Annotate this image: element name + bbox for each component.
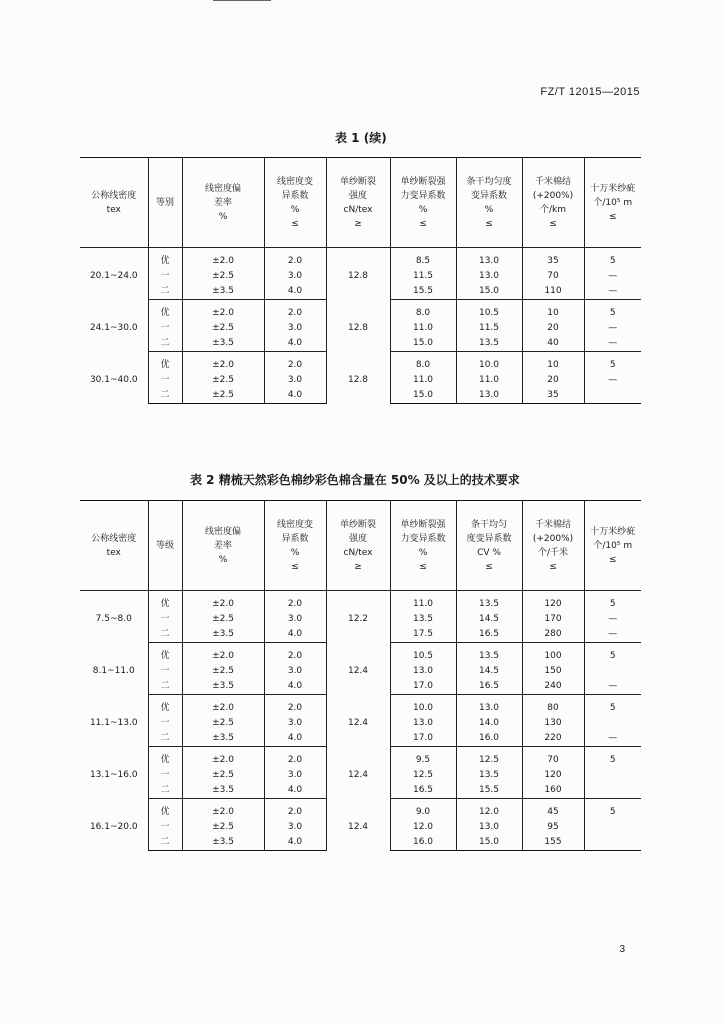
header-text: 千米棉结 xyxy=(534,176,571,187)
yarn-faults-cell: — xyxy=(584,269,641,284)
grade-cell: 二 xyxy=(148,388,182,404)
header-text: % xyxy=(218,211,228,222)
table1-col-header xyxy=(390,158,456,248)
density-deviation-cell: ±3.5 xyxy=(182,284,264,300)
density-cv-cell: 3.0 xyxy=(264,269,326,284)
density-cv-cell: 4.0 xyxy=(264,388,326,404)
table1-col-header xyxy=(148,158,182,248)
density-deviation-cell: ±2.0 xyxy=(182,799,264,821)
grade-cell: 二 xyxy=(148,627,182,643)
table1-col-header xyxy=(456,158,522,248)
header-text: 条干均匀度 xyxy=(466,176,512,187)
header-text: tex xyxy=(106,547,121,558)
evenness-cv-cell: 13.5 xyxy=(456,336,522,352)
table-row xyxy=(80,747,641,769)
header-text: 单纱断裂强 xyxy=(400,176,446,187)
page-number: 3 xyxy=(619,944,625,955)
table1-caption: 表 1 (续) xyxy=(335,131,387,145)
grade-cell: 优 xyxy=(148,248,182,270)
neps-cell: 80 xyxy=(522,695,584,717)
table-row xyxy=(80,248,641,270)
density-cv-cell: 3.0 xyxy=(264,373,326,388)
header-text: 线密度变 xyxy=(276,176,313,187)
table1-col-header xyxy=(182,158,264,248)
strength-cv-cell: 16.5 xyxy=(390,783,456,799)
density-deviation-cell: ±2.0 xyxy=(182,695,264,717)
yarn-faults-cell: 5 xyxy=(584,643,641,665)
strength-cv-cell: 13.5 xyxy=(390,612,456,627)
density-cv-cell: 3.0 xyxy=(264,716,326,731)
yarn-faults-cell: 5 xyxy=(584,300,641,322)
density-cv-cell: 2.0 xyxy=(264,695,326,717)
table1 xyxy=(80,157,641,404)
strength-cv-cell: 13.0 xyxy=(390,716,456,731)
grade-cell: 优 xyxy=(148,591,182,613)
table2-col-header xyxy=(390,501,456,591)
density-deviation-cell: ±2.5 xyxy=(182,388,264,404)
table2-caption: 表 2 精梳天然彩色棉纱彩色棉含量在 50% 及以上的技术要求 xyxy=(190,473,520,487)
density-cv-cell: 3.0 xyxy=(264,612,326,627)
header-text: ≤ xyxy=(549,561,557,572)
evenness-cv-cell: 13.5 xyxy=(456,768,522,783)
grade-cell: 一 xyxy=(148,664,182,679)
neps-cell: 40 xyxy=(522,336,584,352)
density-deviation-cell: ±2.5 xyxy=(182,373,264,388)
neps-cell: 45 xyxy=(522,799,584,821)
header-text: 度变异系数 xyxy=(466,533,512,544)
header-text: 力变异系数 xyxy=(400,533,446,544)
header-text: 单纱断裂 xyxy=(339,519,376,530)
neps-cell: 150 xyxy=(522,664,584,679)
grade-cell: 优 xyxy=(148,695,182,717)
neps-cell: 120 xyxy=(522,768,584,783)
linear-density-range: 11.1~13.0 xyxy=(80,695,148,747)
grade-cell: 二 xyxy=(148,284,182,300)
header-text: ≤ xyxy=(608,211,617,222)
density-deviation-cell: ±2.5 xyxy=(182,269,264,284)
strength-cv-cell: 12.5 xyxy=(390,768,456,783)
header-text: % xyxy=(418,547,428,558)
header-text: 变异系数 xyxy=(470,190,507,201)
header-text: ≤ xyxy=(419,561,427,572)
header-text: 个/10⁵ m xyxy=(593,540,633,551)
table-row xyxy=(80,352,641,374)
table1-col-header xyxy=(584,158,641,248)
density-cv-cell: 2.0 xyxy=(264,352,326,374)
yarn-faults-cell xyxy=(584,783,641,799)
breaking-strength-cell: 12.8 xyxy=(326,352,390,404)
neps-cell: 130 xyxy=(522,716,584,731)
density-deviation-cell: ±2.0 xyxy=(182,352,264,374)
density-deviation-cell: ±2.5 xyxy=(182,664,264,679)
evenness-cv-cell: 13.5 xyxy=(456,591,522,613)
linear-density-range: 16.1~20.0 xyxy=(80,799,148,851)
table-row xyxy=(80,643,641,665)
table2 xyxy=(80,500,641,851)
strength-cv-cell: 13.0 xyxy=(390,664,456,679)
header-text: ≤ xyxy=(291,561,299,572)
header-text: % xyxy=(418,204,428,215)
neps-cell: 10 xyxy=(522,300,584,322)
yarn-faults-cell: 5 xyxy=(584,248,641,270)
evenness-cv-cell: 12.0 xyxy=(456,799,522,821)
evenness-cv-cell: 12.5 xyxy=(456,747,522,769)
grade-cell: 二 xyxy=(148,731,182,747)
table2-col-header xyxy=(584,501,641,591)
evenness-cv-cell: 15.0 xyxy=(456,835,522,851)
density-deviation-cell: ±2.0 xyxy=(182,591,264,613)
linear-density-range: 8.1~11.0 xyxy=(80,643,148,695)
neps-cell: 35 xyxy=(522,388,584,404)
grade-cell: 优 xyxy=(148,352,182,374)
header-text: ≤ xyxy=(419,218,427,229)
neps-cell: 240 xyxy=(522,679,584,695)
header-text: ≤ xyxy=(291,218,299,229)
strength-cv-cell: 12.0 xyxy=(390,820,456,835)
yarn-faults-cell xyxy=(584,768,641,783)
neps-cell: 170 xyxy=(522,612,584,627)
neps-cell: 120 xyxy=(522,591,584,613)
density-cv-cell: 3.0 xyxy=(264,664,326,679)
neps-cell: 220 xyxy=(522,731,584,747)
table1-col-header xyxy=(522,158,584,248)
table-row xyxy=(80,591,641,613)
table1-col-header xyxy=(264,158,326,248)
neps-cell: 280 xyxy=(522,627,584,643)
header-text: ≥ xyxy=(354,218,362,229)
evenness-cv-cell: 10.5 xyxy=(456,300,522,322)
yarn-faults-cell: — xyxy=(584,336,641,352)
strength-cv-cell: 17.5 xyxy=(390,627,456,643)
grade-cell: 二 xyxy=(148,783,182,799)
density-deviation-cell: ±3.5 xyxy=(182,336,264,352)
neps-cell: 95 xyxy=(522,820,584,835)
strength-cv-cell: 9.5 xyxy=(390,747,456,769)
header-text: 公称线密度 xyxy=(91,190,137,201)
breaking-strength-cell: 12.4 xyxy=(326,747,390,799)
density-deviation-cell: ±2.5 xyxy=(182,321,264,336)
header-text: 线密度变 xyxy=(276,519,313,530)
yarn-faults-cell: 5 xyxy=(584,799,641,821)
yarn-faults-cell: 5 xyxy=(584,695,641,717)
breaking-strength-cell: 12.4 xyxy=(326,799,390,851)
grade-cell: 优 xyxy=(148,643,182,665)
yarn-faults-cell: — xyxy=(584,373,641,388)
density-cv-cell: 4.0 xyxy=(264,627,326,643)
header-text: 强度 xyxy=(348,190,367,201)
header-text: cN/tex xyxy=(343,547,373,558)
breaking-strength-cell: 12.8 xyxy=(326,248,390,300)
grade-cell: 优 xyxy=(148,799,182,821)
yarn-faults-cell: — xyxy=(584,284,641,300)
grade-cell: 二 xyxy=(148,835,182,851)
density-cv-cell: 2.0 xyxy=(264,591,326,613)
yarn-faults-cell: 5 xyxy=(584,352,641,374)
table2-col-header xyxy=(264,501,326,591)
neps-cell: 70 xyxy=(522,747,584,769)
strength-cv-cell: 15.0 xyxy=(390,336,456,352)
table-row xyxy=(80,695,641,717)
grade-cell: 一 xyxy=(148,373,182,388)
neps-cell: 160 xyxy=(522,783,584,799)
table1-col-header xyxy=(326,158,390,248)
strength-cv-cell: 9.0 xyxy=(390,799,456,821)
density-deviation-cell: ±2.0 xyxy=(182,248,264,270)
yarn-faults-cell: 5 xyxy=(584,747,641,769)
density-cv-cell: 4.0 xyxy=(264,284,326,300)
neps-cell: 155 xyxy=(522,835,584,851)
density-cv-cell: 2.0 xyxy=(264,300,326,322)
header-text: ≤ xyxy=(549,218,557,229)
density-deviation-cell: ±3.5 xyxy=(182,835,264,851)
density-cv-cell: 2.0 xyxy=(264,643,326,665)
strength-cv-cell: 16.0 xyxy=(390,835,456,851)
linear-density-range: 24.1~30.0 xyxy=(80,300,148,352)
evenness-cv-cell: 16.5 xyxy=(456,627,522,643)
header-text: 线密度偏 xyxy=(204,183,241,194)
strength-cv-cell: 8.5 xyxy=(390,248,456,270)
header-text: 千米棉结 xyxy=(534,519,571,530)
evenness-cv-cell: 13.0 xyxy=(456,269,522,284)
evenness-cv-cell: 13.0 xyxy=(456,388,522,404)
yarn-faults-cell: — xyxy=(584,627,641,643)
yarn-faults-cell xyxy=(584,835,641,851)
header-text: 十万米纱疵 xyxy=(590,183,636,194)
density-cv-cell: 3.0 xyxy=(264,768,326,783)
yarn-faults-cell xyxy=(584,388,641,404)
strength-cv-cell: 11.0 xyxy=(390,591,456,613)
breaking-strength-cell: 12.4 xyxy=(326,643,390,695)
yarn-faults-cell: — xyxy=(584,612,641,627)
header-text: 单纱断裂 xyxy=(339,176,376,187)
grade-cell: 优 xyxy=(148,300,182,322)
density-cv-cell: 3.0 xyxy=(264,820,326,835)
density-cv-cell: 3.0 xyxy=(264,321,326,336)
strength-cv-cell: 10.0 xyxy=(390,695,456,717)
table-row xyxy=(80,300,641,322)
header-text: 条干均匀 xyxy=(470,519,507,530)
yarn-faults-cell xyxy=(584,664,641,679)
evenness-cv-cell: 15.5 xyxy=(456,783,522,799)
neps-cell: 100 xyxy=(522,643,584,665)
density-cv-cell: 4.0 xyxy=(264,336,326,352)
strength-cv-cell: 10.5 xyxy=(390,643,456,665)
table-row xyxy=(80,799,641,821)
evenness-cv-cell: 13.0 xyxy=(456,820,522,835)
table2-col-header xyxy=(522,501,584,591)
grade-cell: 一 xyxy=(148,768,182,783)
breaking-strength-cell: 12.4 xyxy=(326,695,390,747)
strength-cv-cell: 8.0 xyxy=(390,300,456,322)
breaking-strength-cell: 12.8 xyxy=(326,300,390,352)
grade-cell: 一 xyxy=(148,820,182,835)
table2-header-row xyxy=(80,501,641,591)
header-text: 个/10⁵ m xyxy=(593,197,633,208)
header-text: 十万米纱疵 xyxy=(590,526,636,537)
header-text: ≥ xyxy=(354,561,362,572)
neps-cell: 20 xyxy=(522,321,584,336)
table2-col-header xyxy=(456,501,522,591)
header-text: 线密度偏 xyxy=(204,526,241,537)
header-text: 等级 xyxy=(155,540,174,551)
table2-col-header xyxy=(80,501,148,591)
header-text: ≤ xyxy=(485,218,493,229)
grade-cell: 一 xyxy=(148,716,182,731)
density-deviation-cell: ±2.0 xyxy=(182,300,264,322)
density-deviation-cell: ±2.5 xyxy=(182,768,264,783)
table1-header-row xyxy=(80,158,641,248)
header-text: 单纱断裂强 xyxy=(400,519,446,530)
density-deviation-cell: ±2.0 xyxy=(182,643,264,665)
header-text: 力变异系数 xyxy=(400,190,446,201)
header-text: 个/km xyxy=(539,204,566,215)
grade-cell: 一 xyxy=(148,269,182,284)
density-deviation-cell: ±3.5 xyxy=(182,627,264,643)
evenness-cv-cell: 16.5 xyxy=(456,679,522,695)
density-deviation-cell: ±2.5 xyxy=(182,820,264,835)
evenness-cv-cell: 11.0 xyxy=(456,373,522,388)
header-text: 等别 xyxy=(155,197,174,208)
table1-col-header xyxy=(80,158,148,248)
header-text: 强度 xyxy=(348,533,367,544)
evenness-cv-cell: 13.0 xyxy=(456,248,522,270)
strength-cv-cell: 15.5 xyxy=(390,284,456,300)
density-cv-cell: 4.0 xyxy=(264,783,326,799)
header-text: 公称线密度 xyxy=(91,533,137,544)
yarn-faults-cell xyxy=(584,716,641,731)
neps-cell: 110 xyxy=(522,284,584,300)
header-text: (+200%) xyxy=(532,190,574,201)
yarn-faults-cell: — xyxy=(584,679,641,695)
neps-cell: 70 xyxy=(522,269,584,284)
evenness-cv-cell: 14.5 xyxy=(456,612,522,627)
strength-cv-cell: 11.0 xyxy=(390,321,456,336)
density-deviation-cell: ±3.5 xyxy=(182,679,264,695)
density-deviation-cell: ±2.5 xyxy=(182,612,264,627)
density-cv-cell: 4.0 xyxy=(264,679,326,695)
table2-col-header xyxy=(182,501,264,591)
density-cv-cell: 2.0 xyxy=(264,248,326,270)
header-text: % xyxy=(218,554,228,565)
strength-cv-cell: 11.0 xyxy=(390,373,456,388)
density-cv-cell: 2.0 xyxy=(264,747,326,769)
header-text: 差率 xyxy=(213,540,232,551)
strength-cv-cell: 11.5 xyxy=(390,269,456,284)
neps-cell: 35 xyxy=(522,248,584,270)
grade-cell: 二 xyxy=(148,336,182,352)
density-cv-cell: 2.0 xyxy=(264,799,326,821)
evenness-cv-cell: 13.5 xyxy=(456,643,522,665)
strength-cv-cell: 8.0 xyxy=(390,352,456,374)
header-text: 异系数 xyxy=(281,533,309,544)
density-deviation-cell: ±3.5 xyxy=(182,783,264,799)
density-cv-cell: 4.0 xyxy=(264,835,326,851)
evenness-cv-cell: 13.0 xyxy=(456,695,522,717)
yarn-faults-cell: — xyxy=(584,731,641,747)
strength-cv-cell: 17.0 xyxy=(390,679,456,695)
linear-density-range: 30.1~40.0 xyxy=(80,352,148,404)
header-text: ≤ xyxy=(485,561,493,572)
evenness-cv-cell: 14.0 xyxy=(456,716,522,731)
header-text: CV % xyxy=(477,547,501,558)
linear-density-range: 13.1~16.0 xyxy=(80,747,148,799)
yarn-faults-cell xyxy=(584,820,641,835)
neps-cell: 20 xyxy=(522,373,584,388)
evenness-cv-cell: 10.0 xyxy=(456,352,522,374)
grade-cell: 优 xyxy=(148,747,182,769)
evenness-cv-cell: 11.5 xyxy=(456,321,522,336)
breaking-strength-cell: 12.2 xyxy=(326,591,390,643)
header-text: 差率 xyxy=(213,197,232,208)
grade-cell: 二 xyxy=(148,679,182,695)
evenness-cv-cell: 15.0 xyxy=(456,284,522,300)
table2-col-header xyxy=(326,501,390,591)
scan-artifact-line xyxy=(213,0,271,1)
strength-cv-cell: 15.0 xyxy=(390,388,456,404)
grade-cell: 一 xyxy=(148,321,182,336)
header-text: ≤ xyxy=(608,554,617,565)
neps-cell: 10 xyxy=(522,352,584,374)
header-text: 个/千米 xyxy=(537,547,569,558)
grade-cell: 一 xyxy=(148,612,182,627)
header-text: % xyxy=(484,204,494,215)
linear-density-range: 7.5~8.0 xyxy=(80,591,148,643)
header-text: (+200%) xyxy=(532,533,574,544)
density-cv-cell: 4.0 xyxy=(264,731,326,747)
header-text: 异系数 xyxy=(281,190,309,201)
density-deviation-cell: ±3.5 xyxy=(182,731,264,747)
density-deviation-cell: ±2.5 xyxy=(182,716,264,731)
yarn-faults-cell: 5 xyxy=(584,591,641,613)
table2-col-header xyxy=(148,501,182,591)
standard-number: FZ/T 12015—2015 xyxy=(540,86,640,98)
header-text: tex xyxy=(106,204,121,215)
header-text: cN/tex xyxy=(343,204,373,215)
evenness-cv-cell: 16.0 xyxy=(456,731,522,747)
linear-density-range: 20.1~24.0 xyxy=(80,248,148,300)
evenness-cv-cell: 14.5 xyxy=(456,664,522,679)
yarn-faults-cell: — xyxy=(584,321,641,336)
header-text: % xyxy=(290,547,300,558)
density-deviation-cell: ±2.0 xyxy=(182,747,264,769)
header-text: % xyxy=(290,204,300,215)
strength-cv-cell: 17.0 xyxy=(390,731,456,747)
